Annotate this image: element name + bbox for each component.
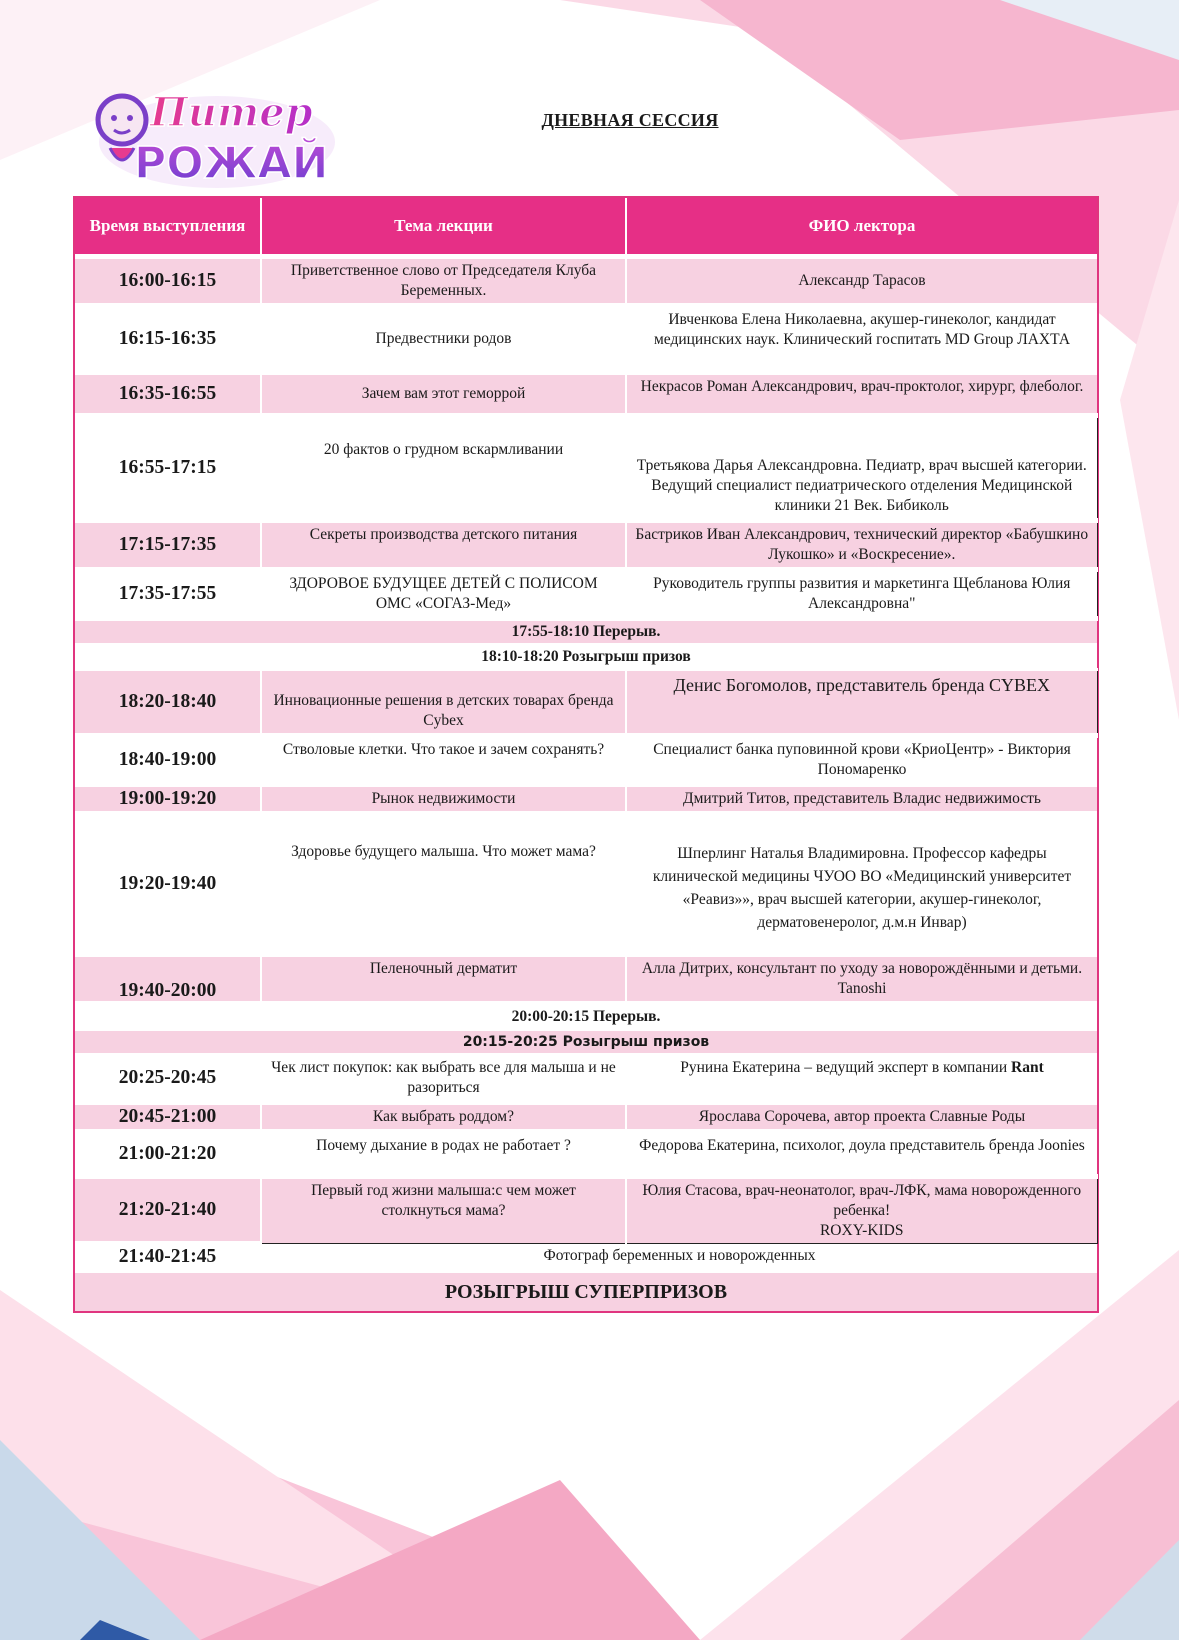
- table-row: [75, 1177, 1097, 1244]
- row-topic: Секреты производства детского питания: [261, 521, 626, 570]
- final-text: РОЗЫГРЫШ СУПЕРПРИЗОВ: [75, 1271, 1097, 1312]
- break-row: [75, 1030, 1097, 1055]
- break-row: [75, 645, 1097, 670]
- table-row: [75, 373, 1097, 416]
- row-time: 19:20-19:40: [75, 814, 261, 955]
- break-row: [75, 619, 1097, 645]
- row-topic: Инновационные решения в детских товарах бренда Cybex: [261, 670, 626, 736]
- table-row: [75, 955, 1097, 1004]
- row-topic: Почему дыхание в родах не работает ?: [261, 1132, 626, 1177]
- row-lecturer: Ивченкова Елена Николаевна, акушер-гинеколог, кандидат медицинских наук. Клинический госпитать MD Group ЛАХТА: [626, 306, 1097, 373]
- row-topic: Приветственное слово от Председателя Клуба Беременных.: [261, 257, 626, 306]
- table-row: [75, 670, 1097, 736]
- row-topic: ЗДОРОВОЕ БУДУЩЕЕ ДЕТЕЙ С ПОЛИСОМ ОМС «СОГАЗ-Мед»: [261, 570, 626, 619]
- row-time: 21:40-21:45: [75, 1244, 261, 1271]
- row-time: 18:40-19:00: [75, 736, 261, 785]
- row-lecturer: Александр Тарасов: [626, 257, 1097, 306]
- row-lecturer: Алла Дитрих, консультант по уходу за новорождёнными и детьми. Tanoshi: [626, 955, 1097, 1004]
- lecturer-text: Юлия Стасова, врач-неонатолог, врач-ЛФК, мама новорожденного ребенка!: [642, 1182, 1082, 1219]
- row-time: 16:55-17:15: [75, 416, 261, 521]
- logo: [92, 82, 342, 197]
- break-text: 20:00-20:15 Перерыв.: [75, 1004, 1097, 1030]
- row-time: 19:00-19:20: [75, 785, 261, 814]
- row-lecturer: Специалист банка пуповинной крови «КриоЦентр» - Виктория Пономаренко: [626, 736, 1097, 785]
- row-lecturer: Денис Богомолов, представитель бренда CYBEX: [626, 670, 1097, 736]
- session-title: ДНЕВНАЯ СЕССИЯ: [541, 110, 719, 130]
- table-header-row: [75, 198, 1097, 257]
- final-row: [75, 1271, 1097, 1312]
- table-row: [75, 814, 1097, 955]
- header-lecturer: ФИО лектора: [626, 198, 1097, 257]
- break-row: [75, 1004, 1097, 1030]
- table-row: [75, 570, 1097, 619]
- row-time: 18:20-18:40: [75, 670, 261, 736]
- row-merged-topic: Фотограф беременных и новорожденных: [261, 1244, 1097, 1271]
- logo-line1: Питер: [150, 89, 313, 136]
- row-lecturer: Некрасов Роман Александрович, врач-проктолог, хирург, флеболог.: [626, 373, 1097, 416]
- row-topic: Чек лист покупок: как выбрать все для малыша и не разориться: [261, 1055, 626, 1103]
- row-time: 20:45-21:00: [75, 1103, 261, 1132]
- row-time: 19:40-20:00: [75, 955, 261, 1004]
- table-row: [75, 521, 1097, 570]
- row-topic: Предвестники родов: [261, 306, 626, 373]
- table-row: [75, 1055, 1097, 1103]
- row-time: 16:35-16:55: [75, 373, 261, 416]
- row-topic: Стволовые клетки. Что такое и зачем сохранять?: [261, 736, 626, 785]
- header-topic: Тема лекции: [261, 198, 626, 257]
- lecturer-text: Рунина Екатерина – ведущий эксперт в компании: [680, 1059, 1008, 1076]
- table-row: [75, 736, 1097, 785]
- break-text: 17:55-18:10 Перерыв.: [75, 619, 1097, 645]
- baby-face-icon: [98, 96, 146, 144]
- row-time: 16:15-16:35: [75, 306, 261, 373]
- row-lecturer: [626, 1177, 1097, 1244]
- row-lecturer: Шперлинг Наталья Владимировна. Профессор кафедры клинической медицины ЧУОО ВО «Медицинский университет «Реавиз»», врач высшей категории, акушер-гинеколог, дерматовенеролог, д.м.н Инвар): [626, 814, 1097, 955]
- table-row: [75, 257, 1097, 306]
- row-topic: Рынок недвижимости: [261, 785, 626, 814]
- row-lecturer: [626, 1055, 1097, 1103]
- row-lecturer: Федорова Екатерина, психолог, доула представитель бренда Joonies: [626, 1132, 1097, 1177]
- row-topic: 20 фактов о грудном вскармливании: [261, 416, 626, 521]
- row-time: 21:20-21:40: [75, 1177, 261, 1244]
- company-name: Rant: [1011, 1059, 1044, 1076]
- header-time: Время выступления: [75, 198, 261, 257]
- row-lecturer: Третьякова Дарья Александровна. Педиатр, врач высшей категории. Ведущий специалист педиатрического отделения Медицинской клиники 21 Век. Бибиколь: [626, 416, 1097, 521]
- table-row: [75, 1244, 1097, 1271]
- table-row: [75, 416, 1097, 521]
- table-row: [75, 1103, 1097, 1132]
- break-text: 20:15-20:25 Розыгрыш призов: [75, 1030, 1097, 1055]
- table-row: [75, 306, 1097, 373]
- row-lecturer: Бастриков Иван Александрович, технический директор «Бабушкино Лукошко» и «Воскресение».: [626, 521, 1097, 570]
- row-topic: Зачем вам этот геморрой: [261, 373, 626, 416]
- table-row: [75, 785, 1097, 814]
- brand-name: ROXY-KIDS: [819, 1222, 904, 1239]
- row-time: 17:35-17:55: [75, 570, 261, 619]
- schedule-table: [73, 196, 1099, 1313]
- row-topic: Как выбрать роддом?: [261, 1103, 626, 1132]
- row-topic: Пеленочный дерматит: [261, 955, 626, 1004]
- row-time: 20:25-20:45: [75, 1055, 261, 1103]
- row-time: 17:15-17:35: [75, 521, 261, 570]
- row-lecturer: Ярослава Сорочева, автор проекта Славные Роды: [626, 1103, 1097, 1132]
- row-topic: Здоровье будущего малыша. Что может мама?: [261, 814, 626, 955]
- row-lecturer: Дмитрий Титов, представитель Владис недвижимость: [626, 785, 1097, 814]
- logo-line2: РОЖАЙ: [134, 138, 329, 189]
- break-text: 18:10-18:20 Розыгрыш призов: [75, 645, 1097, 670]
- row-time: 21:00-21:20: [75, 1132, 261, 1177]
- row-time: 16:00-16:15: [75, 257, 261, 306]
- row-topic: Первый год жизни малыша:с чем может столкнуться мама?: [261, 1177, 626, 1244]
- row-lecturer: Руководитель группы развития и маркетинга Щебланова Юлия Александровна": [626, 570, 1097, 619]
- table-row: [75, 1132, 1097, 1177]
